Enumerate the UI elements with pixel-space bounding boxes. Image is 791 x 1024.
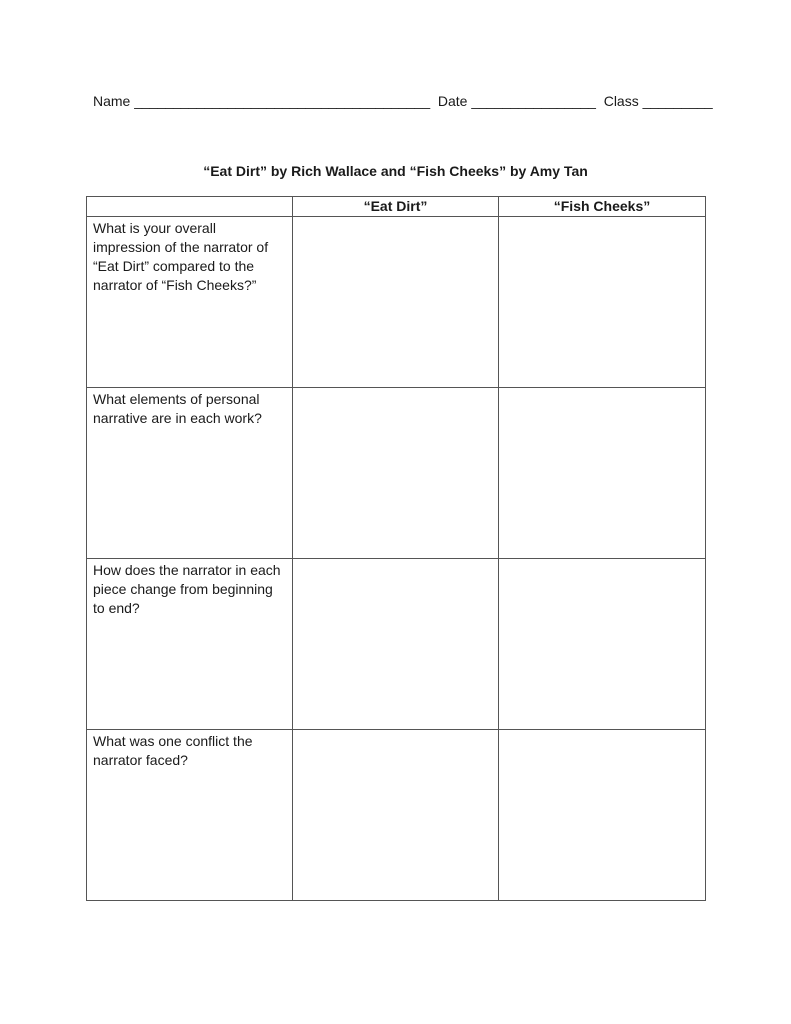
question-text: What is your overall impression of the narrator of “Eat Dirt” compared to the narrator of “Fish Cheeks?” xyxy=(93,220,269,293)
answer-cell-fish-cheeks[interactable] xyxy=(499,559,706,730)
question-cell xyxy=(87,388,293,559)
question-cell xyxy=(87,559,293,730)
table-header-row xyxy=(87,197,706,217)
table-row xyxy=(87,388,706,559)
question-cell xyxy=(87,730,293,901)
answer-cell-eat-dirt[interactable] xyxy=(293,217,499,388)
answer-cell-eat-dirt[interactable] xyxy=(293,388,499,559)
table-row xyxy=(87,730,706,901)
table-row xyxy=(87,559,706,730)
answer-cell-eat-dirt[interactable] xyxy=(293,730,499,901)
table-row xyxy=(87,217,706,388)
header-cell-questions xyxy=(87,197,293,217)
comparison-table xyxy=(86,196,706,901)
answer-cell-eat-dirt[interactable] xyxy=(293,559,499,730)
answer-cell-fish-cheeks[interactable] xyxy=(499,730,706,901)
answer-cell-fish-cheeks[interactable] xyxy=(499,388,706,559)
name-date-class-line: Name ______________________________________ Date ________________ Class _________ xyxy=(93,93,713,109)
answer-cell-fish-cheeks[interactable] xyxy=(499,217,706,388)
question-text: What elements of personal narrative are in each work? xyxy=(93,391,262,426)
header-cell-fish-cheeks: “Fish Cheeks” xyxy=(499,197,706,217)
header-cell-eat-dirt: “Eat Dirt” xyxy=(293,197,499,217)
question-text: How does the narrator in each piece change from beginning to end? xyxy=(93,562,281,616)
question-text: What was one conflict the narrator faced? xyxy=(93,733,253,768)
question-cell xyxy=(87,217,293,388)
page-title: “Eat Dirt” by Rich Wallace and “Fish Cheeks” by Amy Tan xyxy=(203,163,588,179)
